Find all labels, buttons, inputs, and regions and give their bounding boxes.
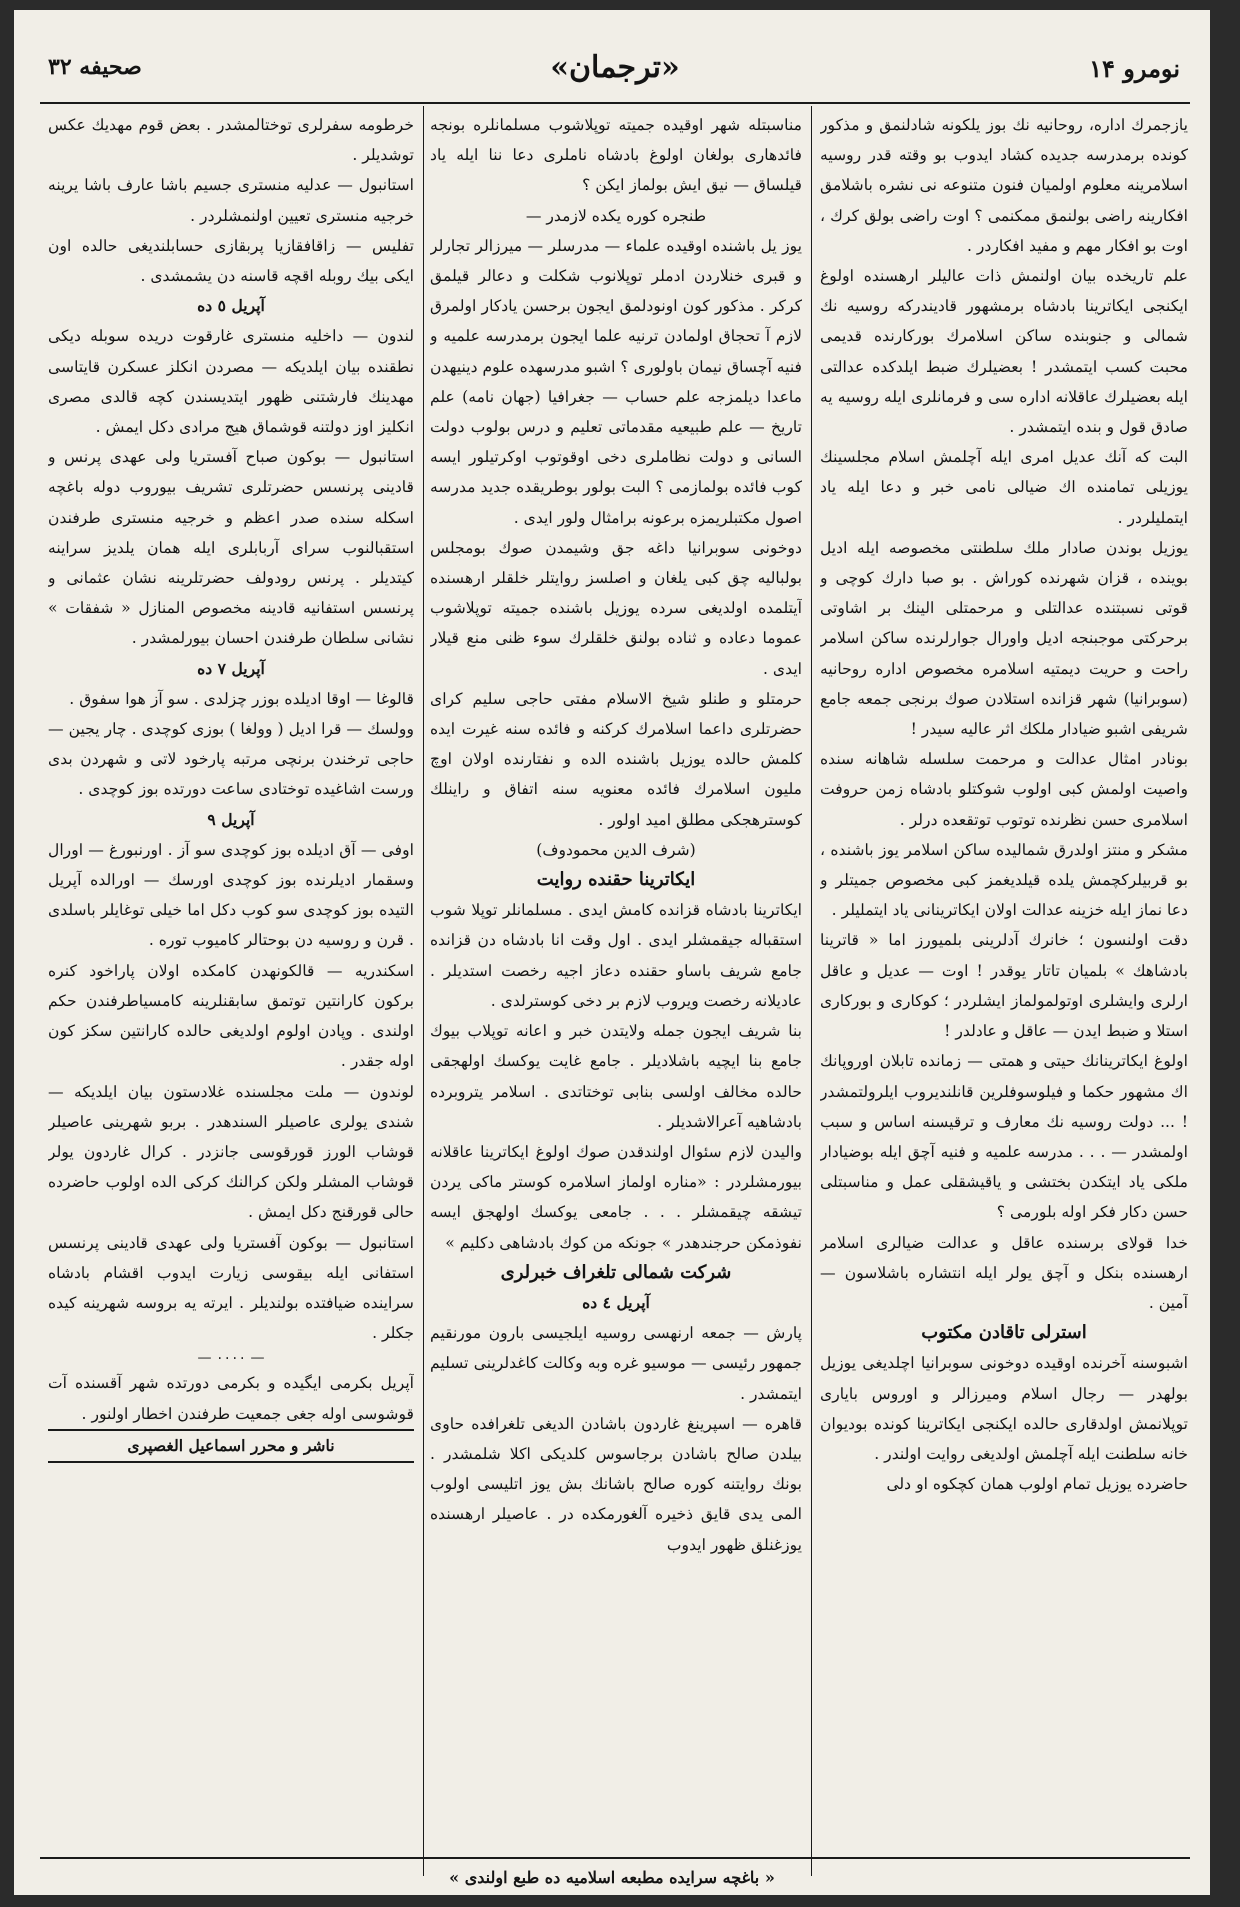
paragraph: یوز یل باشنده اوقیده علماء — مدرسلر — میرزالر تجارلر و قبری خنلاردن ادملر توپلانوب شکلت و دعالر قیلمق کرکر . مذکور کون اونودلمق ایجون برحسن یادکار اولمرق لازم آ تحجاق اولمادن ترنیه علما ایجون برمدرسه علمیه و فنیه آچساق نیمان باولوری ؟ اشبو مدرسهده علوم دینیهدن ماعدا دیلمزجه علم حساب — جغرافیا (جهان نامه) علم تاریخ — علم طبیعیه مقدماتی تعلیم و درس بولوب دولت السانی و دولت نظاملری دخی اوقوتوب اوکرتیلور ایسه کوب فائده بولمازمی ؟ البت بولور بوطریقده جدید مدرسه اصول مکتبلریمزه برعونه برامثال ولور ایدی . — [430, 236, 802, 527]
section-heading: ایکاترینا حقنده روایت — [536, 869, 696, 891]
publisher-line: ناشر و محرر اسماعیل الغصپری — [48, 1429, 414, 1463]
column-left — [48, 110, 414, 1868]
paragraph: مشکر و منتز اولدرق شمالیده ساکن اسلامر یوز باشنده ، بو قربیلرکچمش یلده قیلدیغمز کبی مخصوص جمیتلر و دعا نماز ایله خزینه عدالت اولان ایکاترینانی یاد ایتملیلر . — [820, 840, 1188, 920]
paragraph: البت که آنك عدیل امری ایله آچلمش اسلام مجلسینك یوزیلی تمامنده اك ضیالی نامی خبر و دعا ایله یاد ایتملیلردر . — [820, 448, 1188, 527]
paragraph: استانبول — عدلیه منستری جسیم باشا عارف باشا یرینه خرجیه منستری تعیین اولنمشلردر . — [48, 176, 414, 225]
paragraph: خرطومه سفرلری توختالمشدر . بعض قوم مهدیك عکس توشدیلر . — [48, 116, 414, 165]
paragraph: حرمتلو و طنلو شیخ الاسلام مفتی حاجی سلیم کرای حضرتلری داعما اسلامرك کرکنه و فائده سنه غیرت ایده کلمش حالده یوزیل باشنده الده و نفتارنده اولان اوچ ملیون اسلامرك فائده معنویه سنه اتفاق و راینلك کوسترهجکی مطلق امید اولور . — [430, 689, 802, 829]
paragraph: دقت اولنسون ؛ خانرك آدلرینی بلمیورز اما « قاترینا بادشاهك » بلمیان تاتار یوقدر ! اوت — عدیل و عاقل ارلری وایشلری اوتولمولماز ایشلردر ؛ کوکاری و بورکاری استلا و ضبط ایدن — عاقل و عادلدر ! — [820, 931, 1188, 1041]
paragraph: ایکاترینا بادشاه قزانده کامش ایدی . مسلمانلر توپلا شوب استقباله جیقمشلر ایدی . اول وقت انا بادشاه دن قزانده جامع شریف باساو حقنده دعاز اجیه رخصت استدیلر . عادیلانه رخصت ویروب لازم بر دخی کوسترلدی . — [430, 901, 802, 1010]
paragraph: تفلیس — زاقافقازیا پربقازی حسابلندیغی حالده اون ایکی بیك روبله اقچه قاسنه دن یشمشدی . — [48, 236, 414, 286]
paragraph: وولسك — قرا ادیل ( وولغا ) بوزی کوچدی . چار یجین — حاجی ترخندن برنچی مرتبه پارخود لاتی و شهردن بدی ورست اشاغیده توختادی ساعت دورتده بوز کوچدی . — [48, 720, 414, 799]
paragraph: بونادر امثال عدالت و مرحمت سلسله شاهانه سنده واصیت اولمش کبی اولوب شوکتلو بادشاه زمن حروفت اسلامری حسن نظرنده توتوب توتقعده درلر . — [820, 750, 1188, 829]
paragraph: والیدن لازم سئوال اولندقدن صوك اولوغ ایکاترینا عاقلانه بیورمشلردر : «مناره اولماز اسلامره کوستر ماکی یردن تیشقه چیقمشلر . . . جامعی یوکسك اولهجق ایسه نفوذمکن حرجندهدر » جونکه من کوك بادشاهی دکلیم » — [430, 1142, 802, 1252]
section-heading: استرلی تاقادن مکتوب — [921, 1322, 1087, 1344]
dateline: آپریل ۹ — [207, 809, 255, 829]
paragraph: بنا شریف ایجون جمله ولایتدن خبر و اعانه توپلاب بیوك جامع بنا ایچیه باشلادیلر . جامع غایت یوکسك اولهجقی حالده مخالف اولسی بنابی توختاتدی . اسلامر یتروبرده بادشاهیه آعرالاشدیلر . — [430, 1022, 802, 1131]
column-right — [820, 110, 1188, 1868]
paragraph: یازجمرك اداره، روحانیه نك بوز یلکونه شادلنمق و مذکور کونده برمدرسه جدیده کشاد ایدوب بو وقته قدر روسیه اسلامرینه معلوم اولمیان فنون متنوعه نی نشره باشلامق افکارینه راضی بولنمق ممکنمی ؟ اوت راضی بولق کرك ، اوت بو افکار مهم و مفید افکاردر . — [820, 116, 1188, 255]
dateline: آپریل ٧ ده — [197, 658, 265, 678]
paragraph: اوفی — آق ادیلده بوز کوچدی سو آز . اورنبورغ — اورال وسقمار ادیلرنده بوز کوچدی اورسك — اورالده آپریل التیده بوز کوچدی سو کوب دکل اما خیلی توغایلر باسلدی . قرن و روسیه دن بوحتالر کامیوب توره . — [48, 840, 414, 950]
paragraph: پارش — جمعه ارنهسی روسیه ایلجیسی بارون مورنقیم جمهور رئیسی — موسیو غره وبه وکالت کاغدلرینی تسلیم ایتمشدر . — [430, 1324, 802, 1403]
paragraph: خدا قولای برسنده عاقل و عدالت ضیالری اسلامر ارهسنده بنکل و آچق یولر ایله انتشاره باشلاسون — آمین . — [820, 1233, 1188, 1312]
paragraph: یوزیل بوندن صادار ملك سلطنتی مخصوصه ایله ادیل بوینده ، قزان شهرنده کوراش . بو صبا دارك کوچی و قوتی نسبتنده عدالتلی و مرحمتلی الینك بر اشاوتی برحرکتی موجبنجه ادیل واورال جوارلرنده ساکن اسلامر راحت و حریت دیمتیه اسلامره مخصوص اداره روحانیه (سوبرانیا) شهر قزانده استلادن صوك برنجی جمعه جامع شریفی اشبو ضیادار ملکك اثر عالیه سیدر ! — [820, 538, 1188, 739]
paragraph: مناسبتله شهر اوقیده جمیته توپلاشوب مسلمانلره بونجه فائدهاری بولغان اولوغ بادشاه ناملری دعا ننا ایله یاد قیلساق — نیق ایش بولماز ایکن ؟ — [430, 116, 802, 195]
paragraph: دوخونی سوبرانیا داغه جق وشیمدن صوك بومجلس بولبالیه چق کبی یلغان و اصلسز روایتلر خلقلر ارهسنده آیتلمده اولدیغی سرده یوزیل باشنده جمیته توپلاشوب عموما دعاده و ثناده بولنق خلقلرك سوء ظنی منع قیلار ایدی . — [430, 538, 802, 678]
author-signature: (شرف الدین محمودوف) — [536, 840, 696, 859]
paragraph: لوندون — ملت مجلسنده غلادستون بیان ایلدیکه — شندی یولری عاصیلر السندهدر . بربو شهرینی عاصیلر قوشاب الورز قورقوسی جانزدر . کرال غاردون یولر قوشاب المشلر ولکن کرالنك کرکی الده اولوب حاضرده حالی قورقنج دکل ایمش . — [48, 1082, 414, 1222]
paragraph: حاضرده یوزیل تمام اولوب همان کچکوه او دلی — [886, 1475, 1188, 1494]
section-heading: شرکت شمالی تلغراف خبرلری — [500, 1261, 732, 1283]
issue-number: نومرو ۱۴ — [1089, 54, 1180, 83]
printer-footer: « باغچه سرایده مطبعه اسلامیه ده طبع اولندی » — [449, 1868, 775, 1887]
column-middle — [430, 110, 802, 1868]
paragraph: اولوغ ایکاترینانك حیتی و همتی — زمانده تابلان اوروپانك اك مشهور حکما و فیلوسوفلرین قانلندیروب ایلرولتمشدر ! ... دولت روسیه نك معارف و ترقیسنه اساس و سبب اولمشدر — . . . مدرسه علمیه و فنیه آچق ایله بوضیادار ملکی یاد ایتکدن بختشی و یاقیشقلی عمل و مناسبتلی حسن دکار فکر اوله بلورمی ؟ — [820, 1052, 1188, 1222]
paragraph: طنجره کوره یکده لازمدر — — [525, 206, 707, 225]
dateline: آپریل ٥ ده — [197, 296, 265, 316]
newspaper-title: «ترجمان» — [550, 50, 680, 85]
paragraph: اسکندریه — قالکونهدن کامکده اولان پاراخود کنره برکون کارانتین توتمق سابقنلرینه کامسیاطرفندن حکم اولندی . وپادن اولوم اولدیغی حالده کارانتین سکز کون اوله جقدر . — [48, 961, 414, 1071]
paragraph: استانبول — بوکون صباح آفستریا ولی عهدی پرنس و قادینی پرنسس حضرتلری تشریف بیوروب دوله باغچه اسکله سنده صدر اعظم و خرجیه منستری طرفندن استقبالنوب سرای آربابلری ایله همان یلدیز سراینه کیتدیلر . پرنس رودولف حضرتلرینه نشان عثمانی و پرنسس استفانیه قادینه مخصوص المنازل « شفقات » نشانی سلطان طرفندن احسان بیورلمشدر . — [48, 448, 414, 648]
page-label: صحیفه ۳۲ — [48, 54, 142, 80]
page-header — [44, 48, 1186, 94]
newspaper-page — [14, 10, 1210, 1895]
column-divider — [811, 106, 812, 1876]
header-rule — [40, 102, 1190, 104]
column-divider — [423, 106, 424, 1876]
dateline: آپریل ٤ ده — [582, 1292, 650, 1312]
paragraph: علم تاریخده بیان اولنمش ذات عالیلر ارهسنده اولوغ ایکنجی ایکاترینا بادشاه برمشهور قادیندرکه روسیه نك شمالی و جنوبنده ساکن اسلامرك بورکارنده قدیمی محبت کسب ایتمشدر ! بعضیلرك ضبط ایلدکده عدالتی ایله بعضیلرك عاقلانه اداره سی و فرمانلری ایله روسیه یه صادق قول و بنده ایتمشدر . — [820, 267, 1188, 437]
paragraph: اشبوسنه آخرنده اوقیده دوخونی سوبرانیا اچلدیغی یوزیل بولهدر — رجال اسلام ومیرزالر و اوروس بایاری توپلانمش اولدقاری حالده ایکنجی ایکاترینا کونده بودیوان خانه سلطنت ایله آچلمش اولدیغی روایت اولندر . — [820, 1354, 1188, 1463]
paragraph: آپریل بکرمی ایگیده و بکرمی دورتده شهر آقسنده آت قوشوسی اوله جغی جمعیت طرفندن اخطار اولنور . — [48, 1374, 414, 1423]
footer-rule — [40, 1857, 1190, 1859]
paragraph: لندون — داخلیه منستری غارقوت دریده سوبله دیکی نطقنده بیان ایلدیکه — مصردن انکلز عسکرن قایتاسی مهدینك فارشتنی ظهور ایتدیسندن کچه قالدی مصری انکلیز اوز دولتنه قوشماق هیج مرادی دکل ایمش . — [48, 327, 414, 437]
paragraph: استانبول — بوکون آفستریا ولی عهدی قادینی پرنسس استفانی ایله بیقوسی زیارت ایدوب اقشام بادشاه سراینده ضیافتده بولندیلر . ایرته یه بروسه شهرینه کیده جکلر . — [48, 1233, 414, 1343]
paragraph: قاهره — اسپرینغ غاردون باشادن الدیغی تلغرافده حاوی بیلدن صالح باشادن برجاسوس کلدیکی اکلا شلمشدر . بونك روایتنه کوره صالح باشانك بش یوز اتلیسی اولوب المی یدی قایق ذخیره آلغورمکده در . عاصیلر ارهسنده یوزغنلق ظهور ایدوب — [430, 1414, 802, 1554]
paragraph: قالوغا — اوقا ادیلده بوزر چزلدی . سو آز هوا سفوق . — [69, 689, 414, 708]
ornament-separator: — ۰۰۰۰ — — [197, 1350, 265, 1367]
